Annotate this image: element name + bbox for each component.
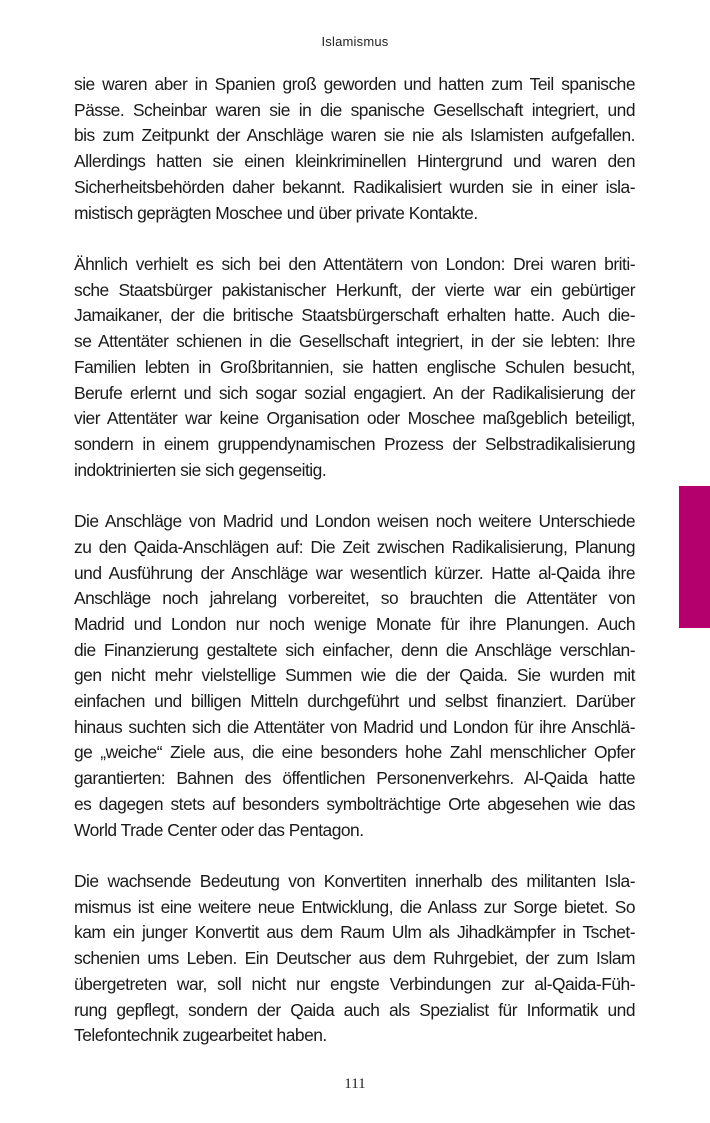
text-line: die Finanzierung gestaltete sich einfacher, denn die Anschläge verschlan- (74, 639, 635, 660)
text-line: Allerdings hatten sie einen kleinkriminellen Hintergrund und waren den (74, 151, 635, 172)
text-line: rung gepflegt, sondern der Qaida auch als Spezialist für Informatik und (74, 999, 635, 1020)
text-line: Telefontechnik zugearbeitet haben. (74, 1025, 327, 1046)
text-line: gen nicht mehr vielstellige Summen wie die der Qaida. Sie wurden mit (74, 665, 635, 686)
text-line: Die wachsende Bedeutung von Konvertiten innerhalb des militanten Isla- (74, 871, 635, 892)
text-line: Madrid und London nur noch wenige Monate für ihre Planungen. Auch (74, 613, 635, 634)
paragraph (74, 72, 635, 226)
paragraph (74, 869, 635, 1049)
text-line: es dagegen stets auf besonders symbolträchtige Orte abgesehen wie das (74, 793, 635, 814)
body-text (74, 72, 635, 1049)
text-line: Pässe. Scheinbar waren sie in die spanische Gesellschaft integriert, und (74, 99, 635, 120)
text-line: mismus ist eine weitere neue Entwicklung, die Anlass zur Sorge bietet. So (74, 896, 635, 917)
text-line: garantierten: Bahnen des öffentlichen Personenverkehrs. Al-Qaida hatte (74, 768, 635, 789)
text-line: und Ausführung der Anschläge war wesentlich kürzer. Hatte al-Qaida ihre (74, 562, 635, 583)
text-line: zu den Qaida-Anschlägen auf: Die Zeit zwischen Radikalisierung, Planung (74, 536, 635, 557)
text-line: Berufe erlernt und sich sogar sozial engagiert. An der Radikalisierung der (74, 382, 635, 403)
text-line: übergetreten war, soll nicht nur engste Verbindungen zur al-Qaida-Füh- (74, 973, 635, 994)
text-line: ge „weiche“ Ziele aus, die eine besonders hohe Zahl menschlicher Opfer (74, 742, 635, 763)
text-line: Sicherheitsbehörden daher bekannt. Radikalisiert wurden sie in einer isla- (74, 176, 635, 197)
text-line: Jamaikaner, der die britische Staatsbürgerschaft erhalten hatte. Auch die- (74, 305, 635, 326)
paragraph (74, 252, 635, 483)
text-line: kam ein junger Konvertit aus dem Raum Ulm als Jihadkämpfer in Tschet- (74, 922, 635, 943)
running-header: Islamismus (321, 34, 389, 49)
chapter-thumb-tab (679, 486, 710, 628)
text-line: Die Anschläge von Madrid und London weisen noch weitere Unterschiede (74, 511, 635, 532)
text-line: World Trade Center oder das Pentagon. (74, 819, 364, 840)
text-line: einfachen und billigen Mitteln durchgeführt und selbst finanziert. Darüber (74, 691, 635, 712)
text-line: schenien ums Leben. Ein Deutscher aus dem Ruhrgebiet, der zum Islam (74, 948, 635, 969)
text-line: sche Staatsbürger pakistanischer Herkunft, der vierte war ein gebürtiger (74, 279, 635, 300)
text-line: sie waren aber in Spanien groß geworden und hatten zum Teil spanische (74, 74, 635, 94)
text-line: bis zum Zeitpunkt der Anschläge waren sie nie als Islamisten aufgefallen. (74, 125, 635, 146)
text-line: indoktrinierten sie sich gegenseitig. (74, 459, 327, 480)
paragraph (74, 509, 635, 843)
text-line: se Attentäter schienen in die Gesellschaft integriert, in der sie lebten: Ihre (74, 331, 635, 352)
text-line: vier Attentäter war keine Organisation oder Moschee maßgeblich beteiligt, (74, 408, 635, 429)
text-line: Ähnlich verhielt es sich bei den Attentätern von London: Drei waren briti- (74, 254, 635, 275)
text-line: Familien lebten in Großbritannien, sie hatten englische Schulen besucht, (74, 356, 635, 377)
text-line: mistisch geprägten Moschee und über private Kontakte. (74, 202, 478, 223)
page-number: 111 (344, 1076, 366, 1092)
text-line: sondern in einem gruppendynamischen Prozess der Selbstradikalisierung (74, 433, 635, 454)
text-line: hinaus suchten sich die Attentäter von Madrid und London für ihre Anschlä- (74, 716, 635, 737)
text-line: Anschläge noch jahrelang vorbereitet, so brauchten die Attentäter von (74, 588, 635, 609)
